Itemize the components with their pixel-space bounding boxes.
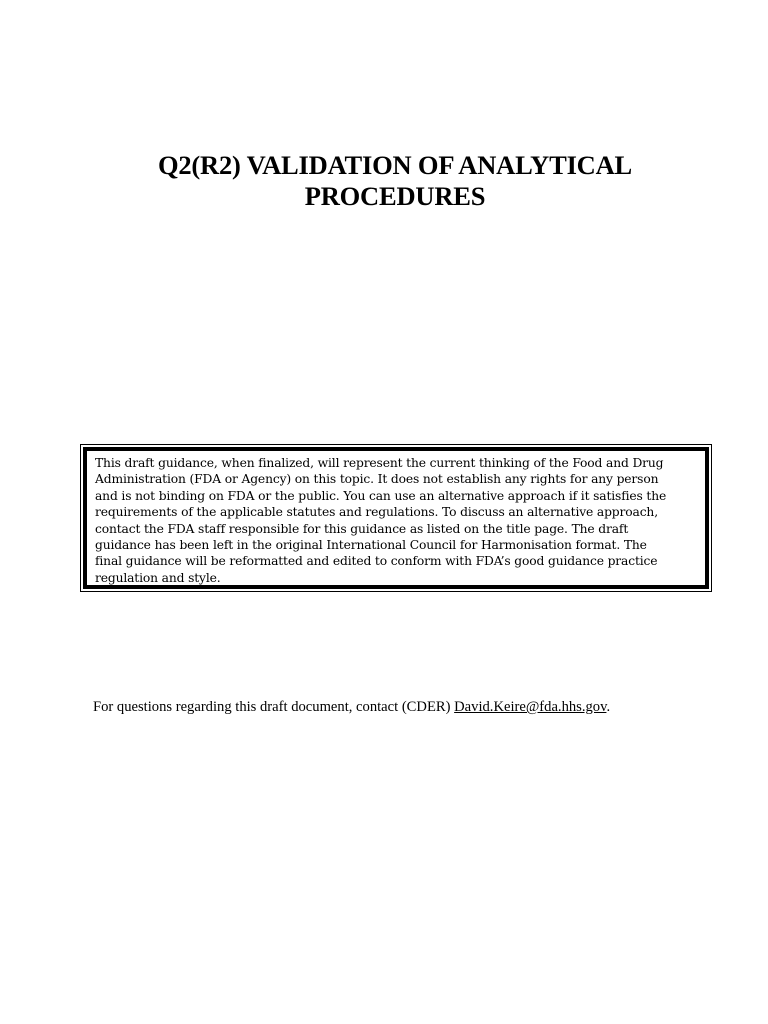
contact-email-link[interactable]: David.Keire@fda.hhs.gov [454,699,607,715]
contact-prefix: For questions regarding this draft document, contact (CDER) [93,699,455,715]
notice-inner-border [83,447,709,589]
notice-text [95,455,699,586]
notice-line: Administration (FDA or Agency) on this topic. It does not establish any rights for any person [95,472,659,487]
notice-line: final guidance will be reformatted and edited to conform with FDA’s good guidance practice [95,554,658,569]
contact-suffix: . [606,699,611,715]
notice-line: requirements of the applicable statutes and regulations. To discuss an alternative approach, [95,505,658,520]
title-line: PROCEDURES [304,181,486,211]
title-line: Q2(R2) VALIDATION OF ANALYTICAL [157,150,633,180]
notice-line: and is not binding on FDA or the public. You can use an alternative approach if it satisfies the [95,488,667,503]
notice-line: guidance has been left in the original International Council for Harmonisation format. The [95,538,647,553]
notice-line: This draft guidance, when finalized, will represent the current thinking of the Food and Drug [95,456,664,470]
notice-line: contact the FDA staff responsible for this guidance as listed on the title page. The draft [95,521,629,536]
document-title [0,150,768,212]
draft-guidance-notice-box [80,444,712,592]
contact-line [93,698,733,716]
notice-line: regulation and style. [95,570,221,585]
